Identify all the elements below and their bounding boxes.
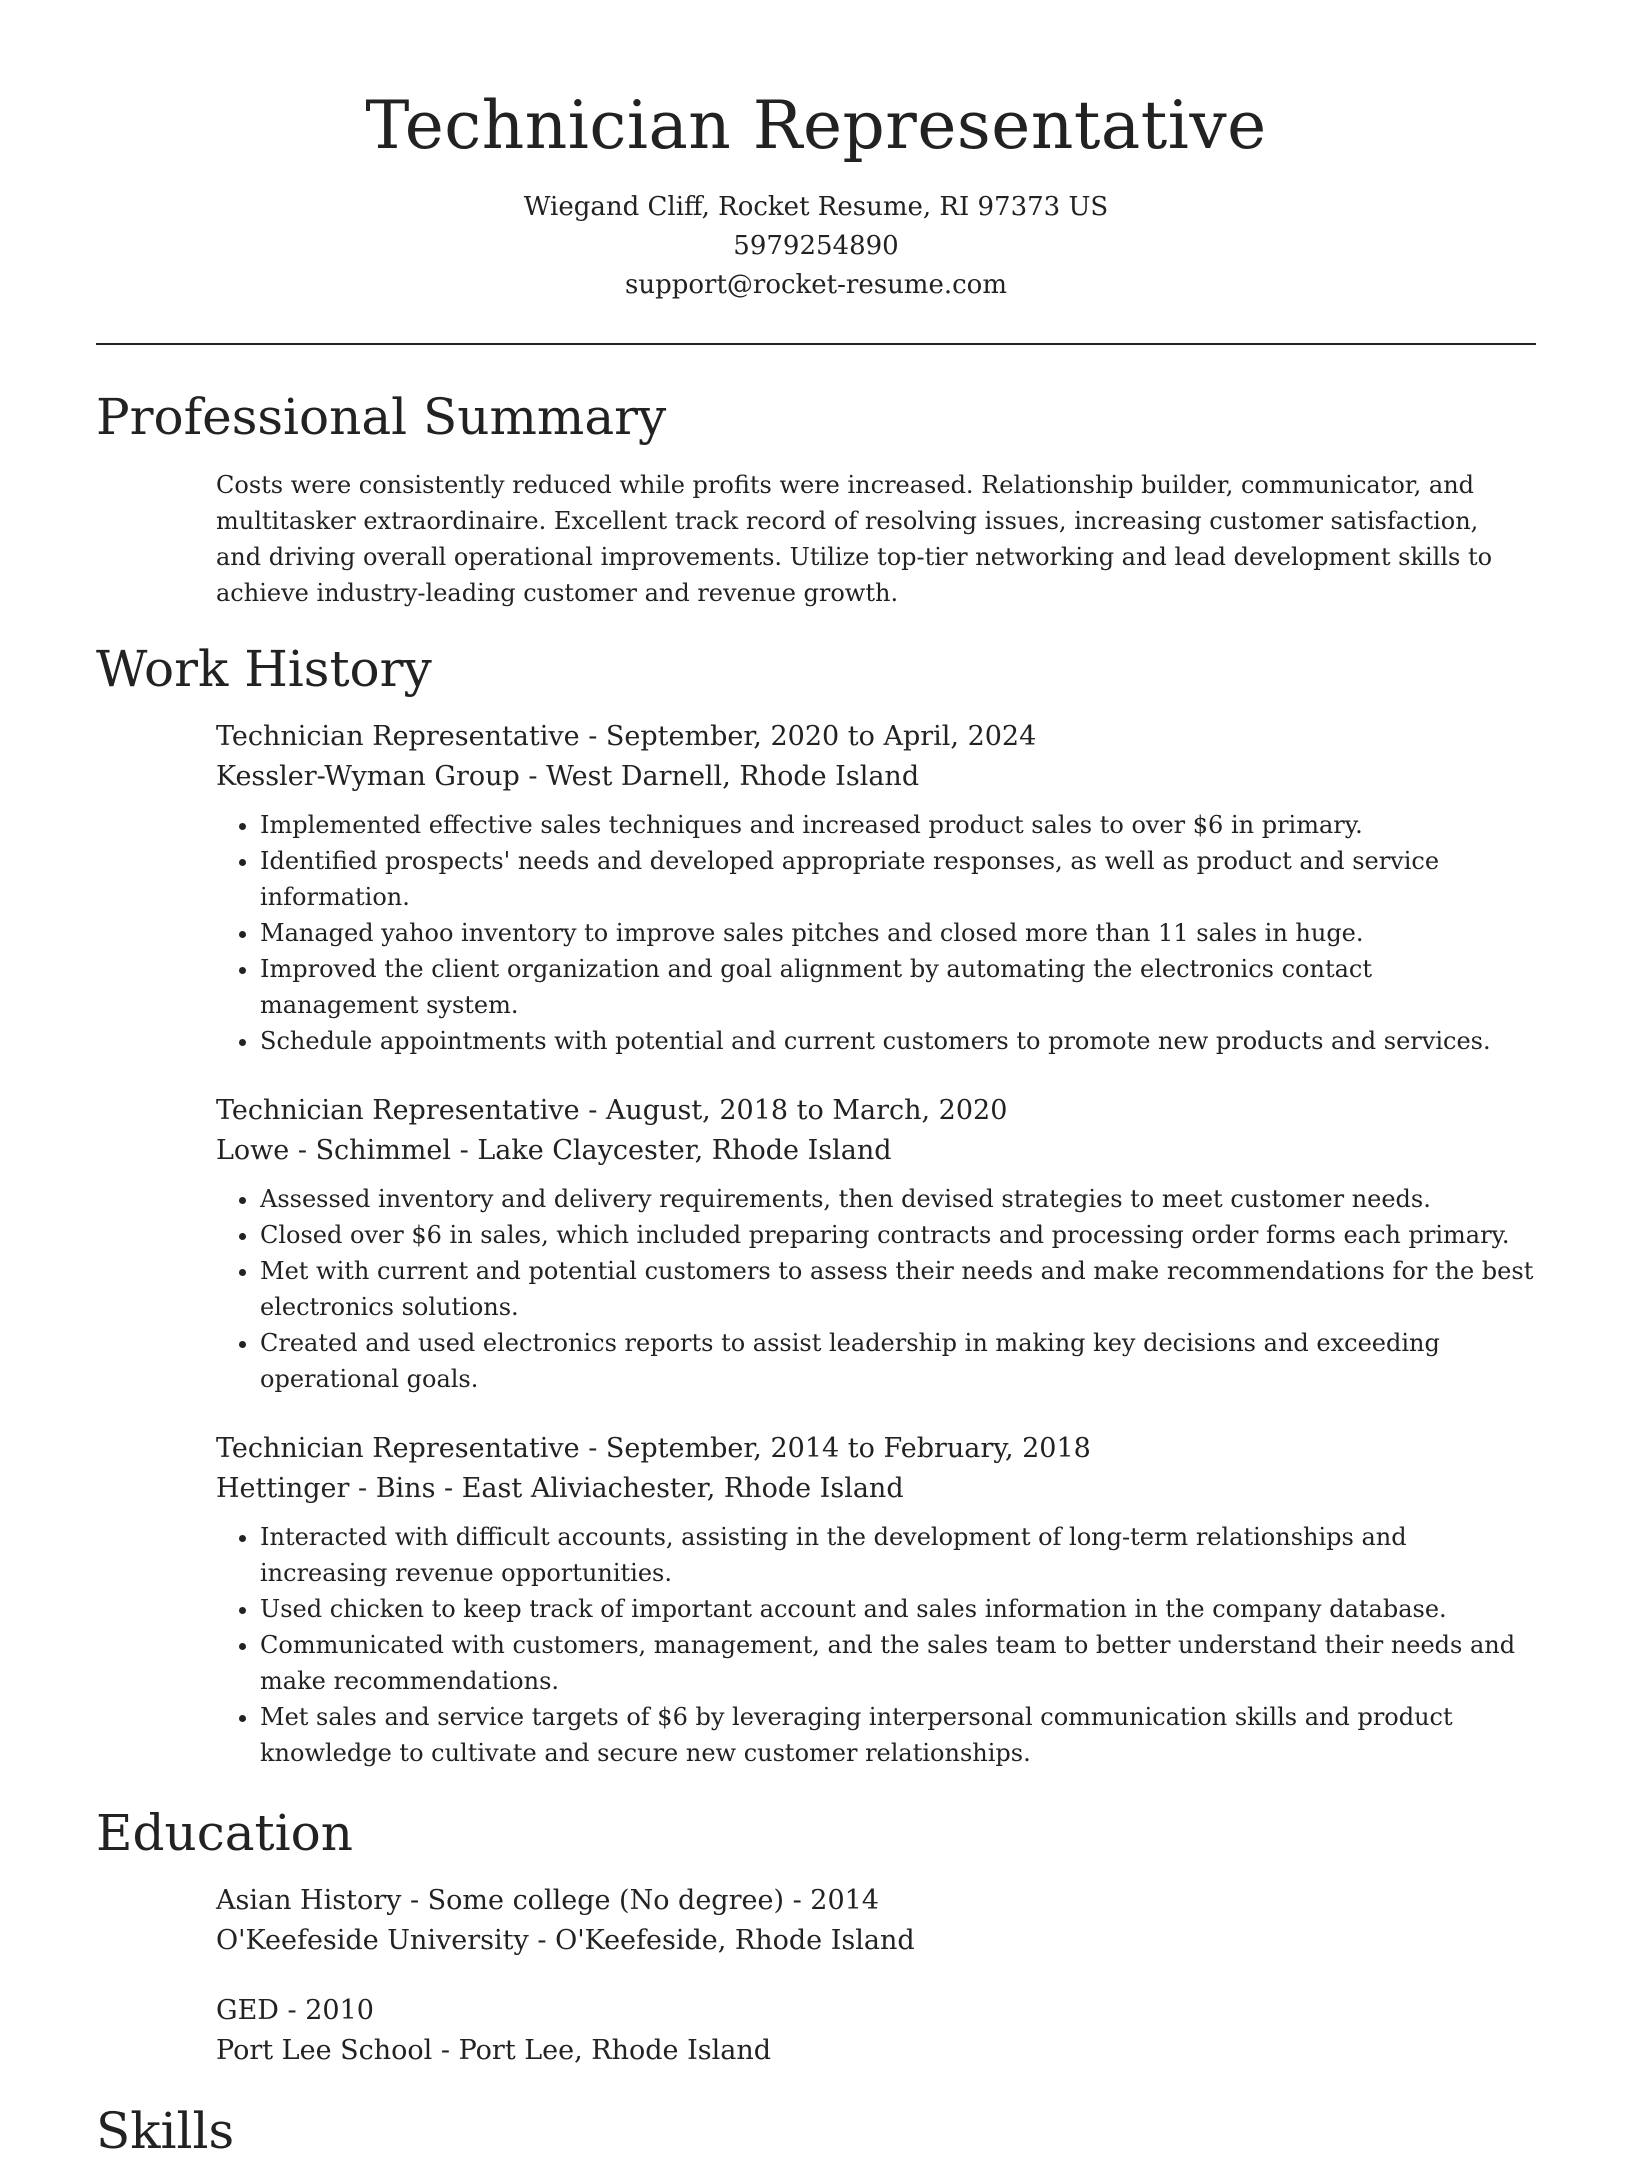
- duty-item: • Identified prospects' needs and developed appropriate responses, as well as product and service information.: [260, 843, 1536, 915]
- education-year: - 2014: [783, 1885, 879, 1916]
- job-role: Technician Representative: [216, 1433, 580, 1464]
- job-title-line: [216, 1091, 1536, 1131]
- duty-item: • Implemented effective sales techniques and increased product sales to over $6 in primary.: [260, 807, 1536, 843]
- education-school: O'Keefeside University: [216, 1925, 529, 1956]
- resume-header: [96, 0, 1536, 305]
- contact-phone: 5979254890: [733, 231, 899, 261]
- job-role: Technician Representative: [216, 721, 580, 752]
- education-degree-line: [216, 1881, 1536, 1921]
- duty-item: • Met sales and service targets of $6 by leveraging interpersonal communication skills and product knowledge to cultivate and secure new customer relationships.: [260, 1699, 1536, 1771]
- duty-item: • Improved the client organization and goal alignment by automating the electronics contact management system.: [260, 951, 1536, 1023]
- education-year: - 2010: [278, 1995, 374, 2026]
- duty-item: • Used chicken to keep track of important account and sales information in the company database.: [260, 1591, 1536, 1627]
- work-history-section: [96, 639, 1536, 1771]
- job-location: - East Aliviachester, Rhode Island: [435, 1473, 904, 1504]
- job-location: - Lake Claycester, Rhode Island: [451, 1135, 892, 1166]
- job-dates: - August, 2018 to March, 2020: [579, 1095, 1008, 1126]
- job-title-line: [216, 1429, 1536, 1469]
- summary-section: [96, 387, 1536, 611]
- duty-item: • Assessed inventory and delivery requirements, then devised strategies to meet customer needs.: [260, 1181, 1536, 1217]
- education-location: - O'Keefeside, Rhode Island: [528, 1925, 915, 1956]
- duty-item: • Closed over $6 in sales, which included preparing contracts and processing order forms each primary.: [260, 1217, 1536, 1253]
- duty-item: • Communicated with customers, management, and the sales team to better understand their needs and make recommendations.: [260, 1627, 1536, 1699]
- education-school-line: [216, 1921, 1536, 1961]
- job-duties-list: [216, 1181, 1536, 1397]
- education-location: - Port Lee, Rhode Island: [432, 2035, 772, 2066]
- summary-text: Costs were consistently reduced while profits were increased. Relationship builder, communicator, and multitasker extraordinaire. Excellent track record of resolving issues, increasing customer satisfaction, and driving overall operational improvements. Utilize top-tier networking and lead development skills to achieve industry-leading customer and revenue growth.: [216, 471, 1493, 607]
- job-company: Kessler-Wyman Group: [216, 761, 520, 792]
- duty-item: • Schedule appointments with potential and current customers to promote new products and services.: [260, 1023, 1536, 1059]
- duty-item: • Created and used electronics reports to assist leadership in making key decisions and exceeding operational goals.: [260, 1325, 1536, 1397]
- job-company-line: [216, 757, 1536, 797]
- job-dates: - September, 2014 to February, 2018: [579, 1433, 1091, 1464]
- education-entry: [216, 1881, 1536, 1961]
- job-duties-list: [216, 1519, 1536, 1771]
- job-company: Hettinger - Bins: [216, 1473, 436, 1504]
- contact-email: support@rocket-resume.com: [624, 270, 1007, 300]
- education-degree-line: [216, 1991, 1536, 2031]
- job-company: Lowe - Schimmel: [216, 1135, 452, 1166]
- education-section: [96, 1803, 1536, 2071]
- job-role: Technician Representative: [216, 1095, 580, 1126]
- education-heading: Education: [96, 1804, 353, 1862]
- job-duties-list: [216, 807, 1536, 1059]
- education-degree: Asian History - Some college (No degree): [216, 1885, 784, 1916]
- education-school-line: [216, 2031, 1536, 2071]
- job-location: - West Darnell, Rhode Island: [519, 761, 920, 792]
- job-dates: - September, 2020 to April, 2024: [579, 721, 1037, 752]
- work-history-heading: Work History: [96, 640, 432, 698]
- job-entry: [216, 1429, 1536, 1771]
- education-school: Port Lee School: [216, 2035, 433, 2066]
- skills-section: [96, 2101, 1536, 2161]
- header-divider: [96, 343, 1536, 345]
- summary-heading: Professional Summary: [96, 388, 667, 446]
- job-title-line: [216, 717, 1536, 757]
- job-company-line: [216, 1469, 1536, 1509]
- education-degree: GED: [216, 1995, 279, 2026]
- job-entry: [216, 1091, 1536, 1397]
- duty-item: • Interacted with difficult accounts, assisting in the development of long-term relationships and increasing revenue opportunities.: [260, 1519, 1536, 1591]
- contact-address: Wiegand Cliff, Rocket Resume, RI 97373 US: [523, 192, 1109, 222]
- resume-page: [96, 0, 1536, 2161]
- job-company-line: [216, 1131, 1536, 1171]
- education-entry: [216, 1991, 1536, 2071]
- job-entry: [216, 717, 1536, 1059]
- duty-item: • Managed yahoo inventory to improve sales pitches and closed more than 11 sales in huge.: [260, 915, 1536, 951]
- candidate-name: Technician Representative: [365, 87, 1267, 164]
- skills-heading: Skills: [96, 2102, 235, 2160]
- duty-item: • Met with current and potential customers to assess their needs and make recommendations for the best electronics solutions.: [260, 1253, 1536, 1325]
